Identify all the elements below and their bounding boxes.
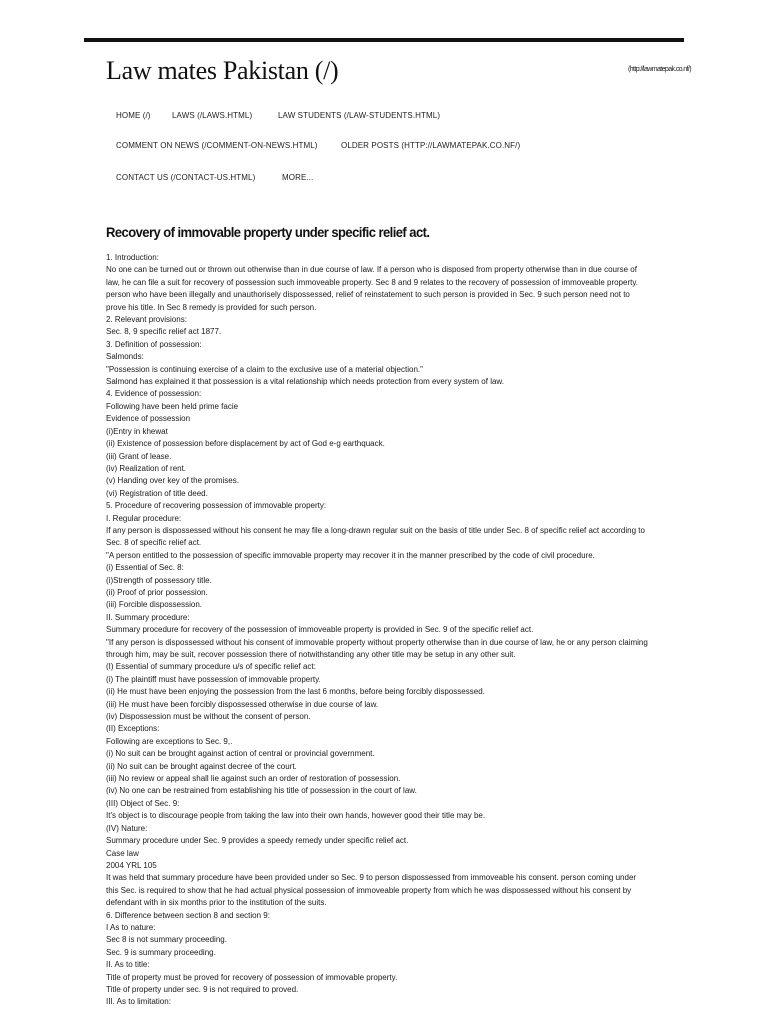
post-body-line: "A person entitled to the possession of specific immovable property may recover it in the manner prescribed by the code of civil procedure.: [106, 550, 595, 560]
post-body-line: law, he can file a suit for recovery of possession such immoveable property. Sec 8 and 9 relates to the recovery of possession of immoveable property.: [106, 277, 638, 287]
post-body-line: I As to nature:: [106, 922, 156, 932]
post-body-line: person who have been illegally and unauthorisely dispossessed, relief of reinstatement to such person is provided in Sec. 9 such person need not to: [106, 290, 630, 300]
nav-laws[interactable]: LAWS (/LAWS.HTML): [172, 111, 253, 120]
rss-link[interactable]: (http://lawmatepak.co.nf/): [628, 66, 691, 73]
post-body-line: 5. Procedure of recovering possession of immovable property:: [106, 501, 327, 511]
post-body-line: (iii) No review or appeal shall lie against such an order of restoration of possession.: [106, 774, 401, 784]
post-body-line: Case law: [106, 848, 139, 858]
post-body-line: Summary procedure under Sec. 9 provides a speedy remedy under specific relief act.: [106, 836, 409, 846]
post-body-line: (iii) Grant of lease.: [106, 451, 172, 461]
post-body-line: (vi) Registration of title deed.: [106, 488, 208, 498]
post-body-line: Summary procedure for recovery of the possession of immoveable property is provided in Sec. 9 of the specific relief act.: [106, 625, 534, 635]
nav-law-students[interactable]: LAW STUDENTS (/LAW-STUDENTS.HTML): [278, 111, 441, 120]
post-body-line: prove his title. In Sec 8 remedy is provided for such person.: [106, 302, 317, 312]
post-body-line: Following are exceptions to Sec. 9,.: [106, 736, 233, 746]
post-body-line: (ii) Proof of prior possession.: [106, 587, 208, 597]
post-body-line: Salmond has explained it that possession is a vital relationship which needs protection from every system of law.: [106, 377, 504, 387]
post-body-line: 4. Evidence of possession:: [106, 389, 202, 399]
post-body-line: through him, may be suit, recover possession there of notwithstanding any other title may be setup in any other suit.: [106, 650, 516, 659]
post-body-line: Following have been held prime facie: [106, 401, 239, 411]
post-body-line: (i)Entry in khewat: [106, 426, 168, 436]
post-body-line: Evidence of possession: [106, 414, 191, 424]
post-body-line: (iv) Dispossession must be without the consent of person.: [106, 712, 311, 722]
post-body-line: (II) Exceptions:: [106, 724, 160, 734]
post-body-line: this Sec. is required to show that he had actual physical possession of immoveable property from which he was dispossessed without his consent by: [106, 885, 632, 895]
post-body-line: (IV) Nature:: [106, 823, 148, 833]
post-body-line: Title of property under sec. 9 is not required to proved.: [106, 984, 299, 994]
post-body-line: III. As to limitation:: [106, 997, 171, 1007]
post-body-line: Salmonds:: [106, 352, 144, 362]
post-body-line: (i) Essential of Sec. 8:: [106, 563, 184, 573]
nav-older-posts[interactable]: OLDER POSTS (HTTP://LAWMATEPAK.CO.NF/): [341, 141, 521, 150]
post-body-line: (iii) Forcible dispossession.: [106, 600, 203, 610]
post-body-line: (ii) No suit can be brought against decree of the court.: [106, 761, 297, 771]
post-body-line: (iv) No one can be restrained from establishing his title of possession in the court of law.: [106, 786, 417, 796]
post-body-line: (iv) Realization of rent.: [106, 463, 187, 473]
post-body-line: Sec 8 is not summary proceeding.: [106, 935, 227, 945]
post-body-line: (iii) He must have been forcibly dispossessed otherwise in due course of law.: [106, 699, 379, 709]
header-rule: [84, 38, 684, 42]
post-body-line: (i)Strength of possessory title.: [106, 575, 212, 585]
nav-row-2: [116, 141, 520, 150]
post-body-line: Sec. 8, 9 specific relief act 1877.: [106, 327, 222, 337]
post-body-line: II. Summary procedure:: [106, 612, 190, 622]
post-body-line: (ii) He must have been enjoying the possession from the last 6 months, before being forcibly dispossessed.: [106, 687, 485, 697]
post-body-line: Title of property must be proved for recovery of possession of immovable property.: [106, 972, 398, 982]
post-body-line: It was held that summary procedure have been provided under so Sec. 9 to person dispossessed from immoveable his consent. person coming under: [106, 873, 637, 883]
post-body-line: (ii) Existence of possession before displacement by act of God e-g earthquack.: [106, 439, 385, 449]
post-body-line: 2. Relevant provisions:: [106, 315, 187, 325]
post-body-line: "If any person is dispossessed without his consent of immovable property without property otherwise than in due course of law, he or any person claiming: [106, 637, 648, 647]
post-body-line: defendant with in six months prior to the institution of the suits.: [106, 898, 327, 908]
site-title-link[interactable]: Law mates Pakistan (/): [106, 56, 339, 85]
post-body-line: I. Regular procedure:: [106, 513, 182, 523]
post-body-line: Sec. 8 of specific relief act.: [106, 538, 202, 548]
nav-more[interactable]: MORE...: [282, 173, 314, 182]
post-body-line: 3. Definition of possession:: [106, 339, 202, 349]
post-body-line: II. As to title:: [106, 960, 150, 970]
post-body-line: If any person is dispossessed without his consent he may file a long-drawn regular suit on the basis of title under Sec. 8 of specific relief act according to: [106, 525, 645, 535]
nav-contact-us[interactable]: CONTACT US (/CONTACT-US.HTML): [116, 173, 256, 182]
post-body-line: "Possession is continuing exercise of a claim to the exclusive use of a material objection.": [106, 364, 423, 374]
post-title: Recovery of immovable property under specific relief act.: [106, 224, 430, 240]
post-body-line: Sec. 9 is summary proceeding.: [106, 947, 216, 957]
nav-home[interactable]: HOME (/): [116, 111, 151, 120]
nav-comment-on-news[interactable]: COMMENT ON NEWS (/COMMENT-ON-NEWS.HTML): [116, 141, 318, 150]
post-body-line: (III) Object of Sec. 9:: [106, 798, 180, 808]
nav-row-3: [116, 173, 313, 182]
post-body-line: 2004 YRL 105: [106, 860, 157, 870]
nav-row-1: [116, 111, 440, 120]
post-body-line: (i) No suit can be brought against action of central or provincial government.: [106, 749, 375, 759]
post-body-line: (i) The plaintiff must have possession of immovable property.: [106, 674, 321, 684]
post-body-line: It's object is to discourage people from taking the law into their own hands, however good their title may be.: [106, 811, 486, 821]
post-body-line: (I) Essential of summary procedure u/s of specific relief act:: [106, 662, 316, 672]
post-body-line: No one can be turned out or thrown out otherwise than in due course of law. If a person who is disposed from property otherwise than in due course of: [106, 265, 637, 275]
post-body: [106, 252, 658, 1009]
post-body-line: (v) Handing over key of the promises.: [106, 476, 239, 486]
post-body-line: 1. Introduction:: [106, 253, 159, 262]
post-body-line: 6. Difference between section 8 and section 9:: [106, 910, 270, 920]
